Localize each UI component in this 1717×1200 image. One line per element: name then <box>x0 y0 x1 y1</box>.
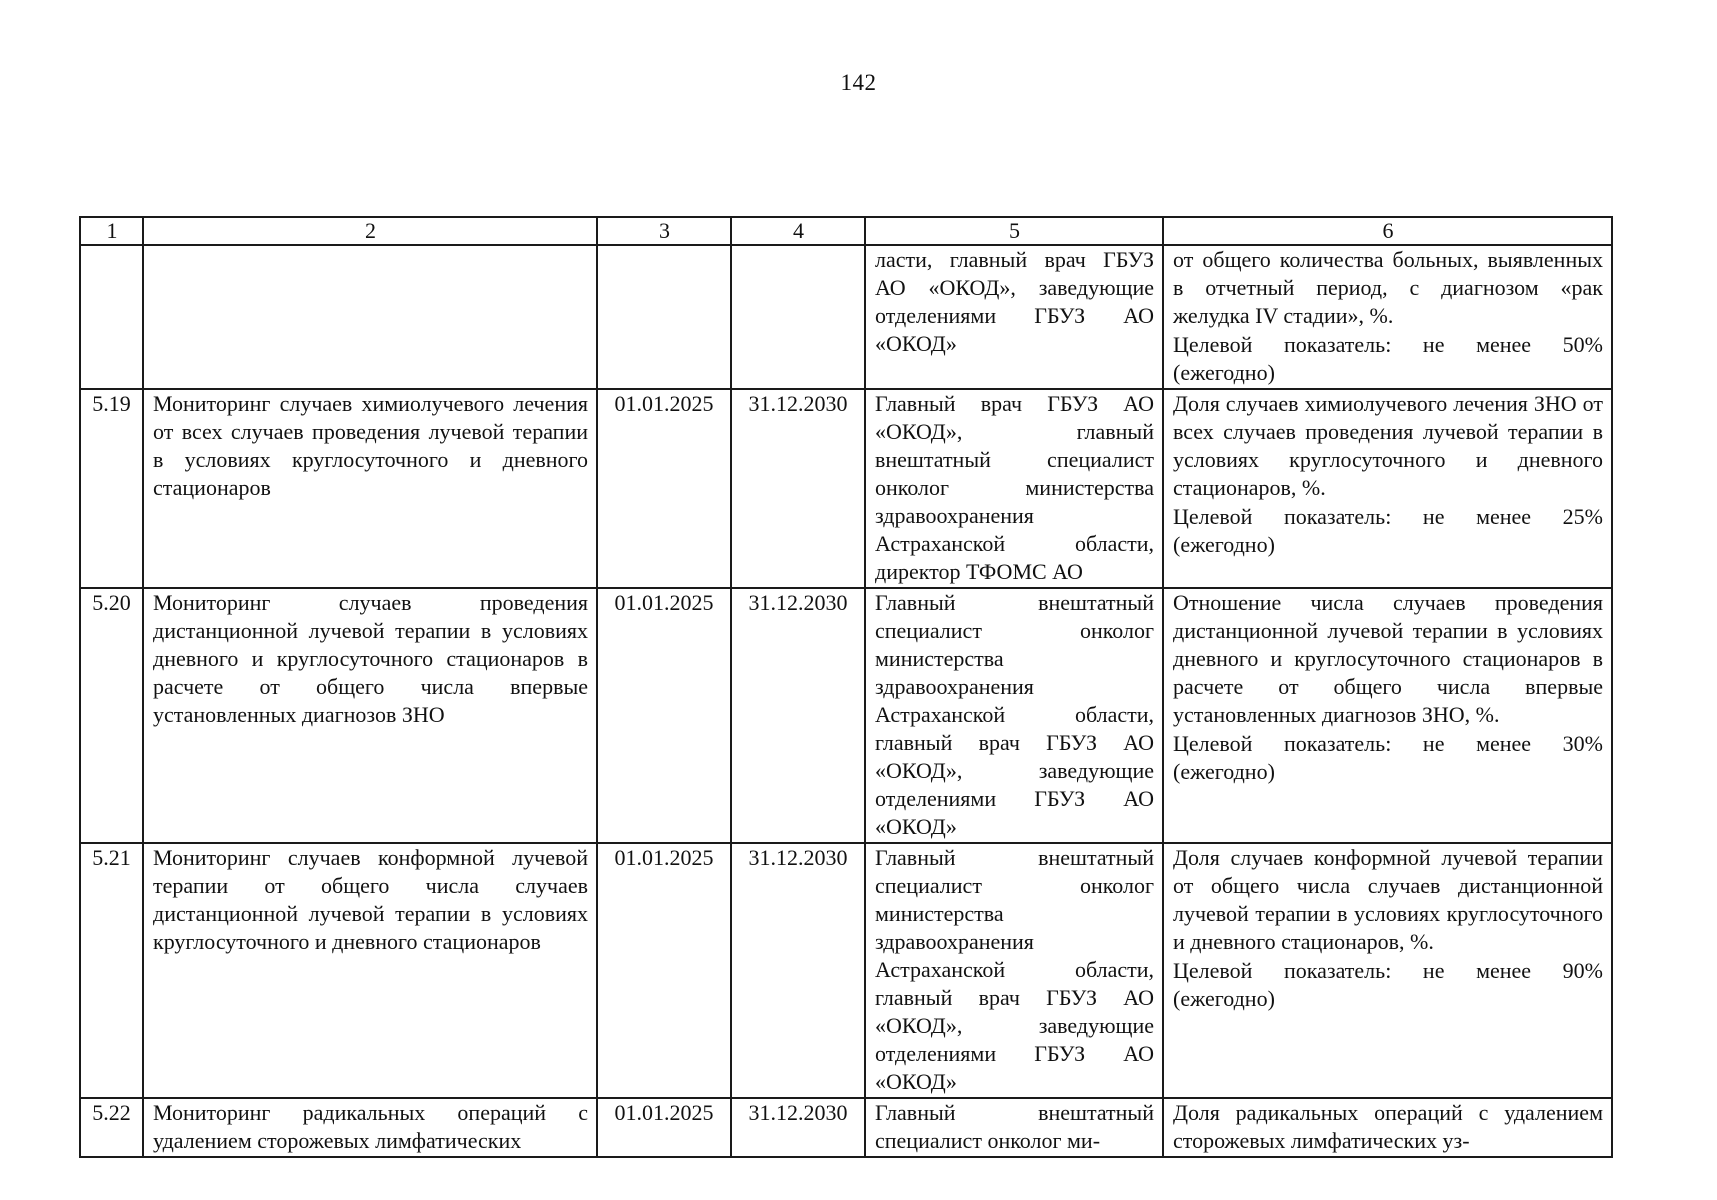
start-date: 01.01.2025 <box>597 843 731 1098</box>
indicator-text: Доля случаев химиолучевого лечения ЗНО от всех случаев проведения лучевой терапии в условиях круглосуточного и дневного стационаров, %. <box>1173 391 1603 500</box>
responsible-cell: Главный внештатный специалист онколог ми- <box>865 1098 1163 1157</box>
table-row <box>80 245 1612 389</box>
responsible-cell: ласти, главный врач ГБУЗ АО «ОКОД», заведующие отделениями ГБУЗ АО «ОКОД» <box>865 245 1163 389</box>
responsible-cell: Главный внештатный специалист онколог министерства здравоохранения Астраханской области, главный врач ГБУЗ АО «ОКОД», заведующие отделениями ГБУЗ АО «ОКОД» <box>865 843 1163 1098</box>
indicator-text: от общего количества больных, выявленных в отчетный период, с диагнозом «рак желудка IV стадии», %. <box>1173 247 1603 328</box>
row-number <box>80 245 143 389</box>
responsible-cell: Главный врач ГБУЗ АО «ОКОД», главный внештатный специалист онколог министерства здравоохранения Астраханской области, директор ТФОМС АО <box>865 389 1163 588</box>
start-date: 01.01.2025 <box>597 1098 731 1157</box>
table-header-row <box>80 217 1612 245</box>
header-cell-4: 4 <box>731 217 865 245</box>
table-row <box>80 1098 1612 1157</box>
end-date: 31.12.2030 <box>731 843 865 1098</box>
row-number: 5.22 <box>80 1098 143 1157</box>
measure-cell: Мониторинг случаев проведения дистанционной лучевой терапии в условиях дневного и круглосуточного стационаров в расчете от общего числа впервые установленных диагнозов ЗНО <box>143 588 597 843</box>
indicator-text: Доля радикальных операций с удалением сторожевых лимфатических уз- <box>1173 1100 1603 1153</box>
start-date <box>597 245 731 389</box>
header-cell-6: 6 <box>1163 217 1612 245</box>
end-date: 31.12.2030 <box>731 1098 865 1157</box>
header-cell-3: 3 <box>597 217 731 245</box>
start-date: 01.01.2025 <box>597 389 731 588</box>
header-cell-2: 2 <box>143 217 597 245</box>
indicator-cell <box>1163 389 1612 588</box>
indicator-cell <box>1163 1098 1612 1157</box>
row-number: 5.20 <box>80 588 143 843</box>
target-text: Целевой показатель: не менее 30% (ежегодно) <box>1173 731 1603 784</box>
page-number: 142 <box>840 70 877 95</box>
row-number: 5.21 <box>80 843 143 1098</box>
row-number: 5.19 <box>80 389 143 588</box>
start-date: 01.01.2025 <box>597 588 731 843</box>
measures-table <box>79 216 1613 1158</box>
measure-cell: Мониторинг случаев химиолучевого лечения от всех случаев проведения лучевой терапии в условиях круглосуточного и дневного стационаров <box>143 389 597 588</box>
indicator-text: Доля случаев конформной лучевой терапии от общего числа случаев дистанционной лучевой терапии в условиях круглосуточного и дневного стационаров, %. <box>1173 845 1603 954</box>
target-text: Целевой показатель: не менее 90% (ежегодно) <box>1173 958 1603 1011</box>
indicator-cell <box>1163 245 1612 389</box>
target-text: Целевой показатель: не менее 25% (ежегодно) <box>1173 504 1603 557</box>
indicator-text: Отношение числа случаев проведения дистанционной лучевой терапии в условиях дневного и круглосуточного стационаров в расчете от общего числа впервые установленных диагнозов ЗНО, %. <box>1173 590 1603 727</box>
header-cell-1: 1 <box>80 217 143 245</box>
end-date <box>731 245 865 389</box>
end-date: 31.12.2030 <box>731 588 865 843</box>
measure-cell <box>143 245 597 389</box>
table-row <box>80 843 1612 1098</box>
measure-cell: Мониторинг радикальных операций с удалением сторожевых лимфатических <box>143 1098 597 1157</box>
table-row <box>80 389 1612 588</box>
indicator-cell <box>1163 588 1612 843</box>
measure-cell: Мониторинг случаев конформной лучевой терапии от общего числа случаев дистанционной лучевой терапии в условиях круглосуточного и дневного стационаров <box>143 843 597 1098</box>
header-cell-5: 5 <box>865 217 1163 245</box>
target-text: Целевой показатель: не менее 50% (ежегодно) <box>1173 332 1603 385</box>
table-row <box>80 588 1612 843</box>
indicator-cell <box>1163 843 1612 1098</box>
responsible-cell: Главный внештатный специалист онколог министерства здравоохранения Астраханской области, главный врач ГБУЗ АО «ОКОД», заведующие отделениями ГБУЗ АО «ОКОД» <box>865 588 1163 843</box>
end-date: 31.12.2030 <box>731 389 865 588</box>
